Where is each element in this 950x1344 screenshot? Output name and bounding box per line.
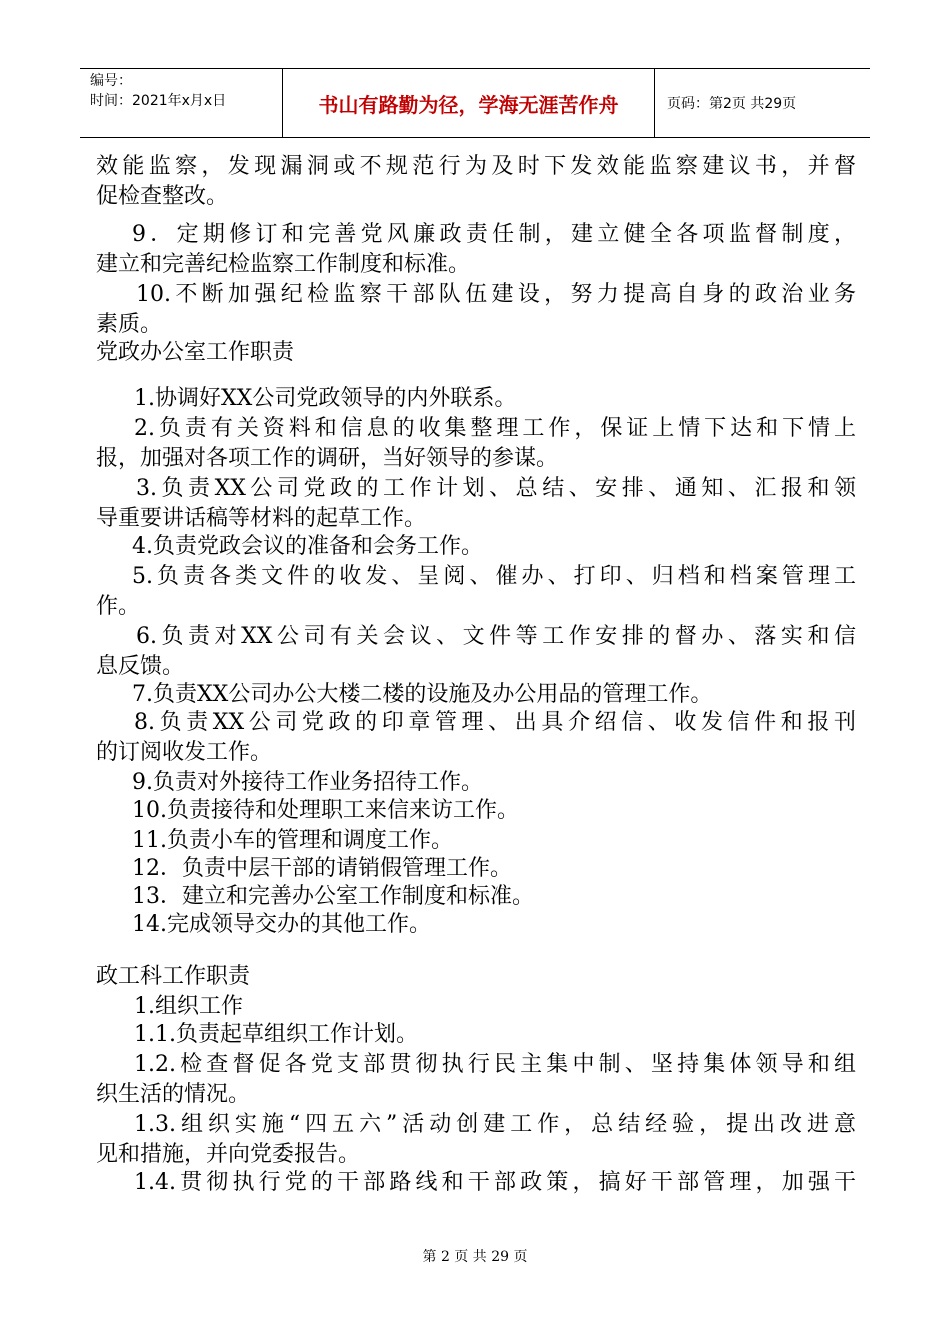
- text-line: 14.完成领导交办的其他工作。: [132, 912, 431, 937]
- text-line: 见和措施，并向党委报告。: [96, 1142, 361, 1167]
- text-line: 3.负责XX公司党政的工作计划、总结、安排、通知、汇报和领: [136, 476, 856, 501]
- text-line: 7.负责XX公司办公大楼二楼的设施及办公用品的管理工作。: [132, 682, 713, 707]
- text-line: 1.组织工作: [134, 994, 243, 1019]
- text-line: 导重要讲话稿等材料的起草工作。: [96, 506, 427, 531]
- header-motto: 书山有路勤为径，学海无涯苦作舟: [283, 69, 655, 137]
- text-line: 的订阅收发工作。: [96, 740, 273, 765]
- text-line: 织生活的情况。: [96, 1082, 251, 1107]
- text-line: 12．负责中层干部的请销假管理工作。: [132, 856, 512, 881]
- number-label: 编号：: [90, 73, 132, 89]
- text-line: 促检查整改。: [96, 184, 229, 209]
- page-header: [80, 68, 870, 138]
- text-line: 报，加强对各项工作的调研，当好领导的参谋。: [96, 446, 559, 471]
- text-line: 1.1.负责起草组织工作计划。: [134, 1022, 418, 1047]
- text-line: 素质。: [96, 312, 163, 337]
- text-line: 1.协调好XX公司党政领导的内外联系。: [134, 386, 517, 411]
- page-footer: 第 2 页 共 29 页: [422, 1249, 528, 1265]
- text-line: 6.负责对XX公司有关会议、文件等工作安排的督办、落实和信: [136, 624, 856, 649]
- text-line: 9.负责对外接待工作业务招待工作。: [132, 770, 483, 795]
- text-line: 息反馈。: [96, 654, 185, 679]
- text-line: 4.负责党政会议的准备和会务工作。: [132, 534, 483, 559]
- text-line: 5.负责各类文件的收发、呈阅、催办、打印、归档和档案管理工: [132, 564, 856, 589]
- time-label: 时间：2021年x月x日: [90, 93, 227, 109]
- text-line: 11.负责小车的管理和调度工作。: [132, 828, 453, 853]
- text-line: 建立和完善纪检监察工作制度和标准。: [96, 252, 471, 277]
- text-line: 10.负责接待和处理职工来信来访工作。: [132, 798, 519, 823]
- text-line: 效能监察，发现漏洞或不规范行为及时下发效能监察建议书，并督: [96, 154, 856, 179]
- header-page-info: 页码：第2页 共29页: [667, 96, 797, 112]
- text-line: 13．建立和完善办公室工作制度和标准。: [132, 884, 534, 909]
- text-line: 1.4.贯彻执行党的干部路线和干部政策，搞好干部管理，加强干: [134, 1170, 856, 1195]
- text-line: 8.负责XX公司党政的印章管理、出具介绍信、收发信件和报刊: [134, 710, 856, 735]
- header-meta: [80, 69, 283, 137]
- text-line: 2.负责有关资料和信息的收集整理工作，保证上情下达和下情上: [134, 416, 856, 441]
- text-line: 1.2.检查督促各党支部贯彻执行民主集中制、坚持集体领导和组: [134, 1052, 856, 1077]
- text-line: 10.不断加强纪检监察干部队伍建设，努力提高自身的政治业务: [136, 282, 856, 307]
- text-line: 9．定期修订和完善党风廉政责任制，建立健全各项监督制度，: [132, 222, 856, 247]
- text-line: 作。: [96, 594, 141, 619]
- text-line: 1.3.组织实施“四五六”活动创建工作，总结经验，提出改进意: [134, 1112, 856, 1137]
- section-heading: 党政办公室工作职责: [96, 340, 295, 365]
- section-heading: 政工科工作职责: [96, 964, 251, 989]
